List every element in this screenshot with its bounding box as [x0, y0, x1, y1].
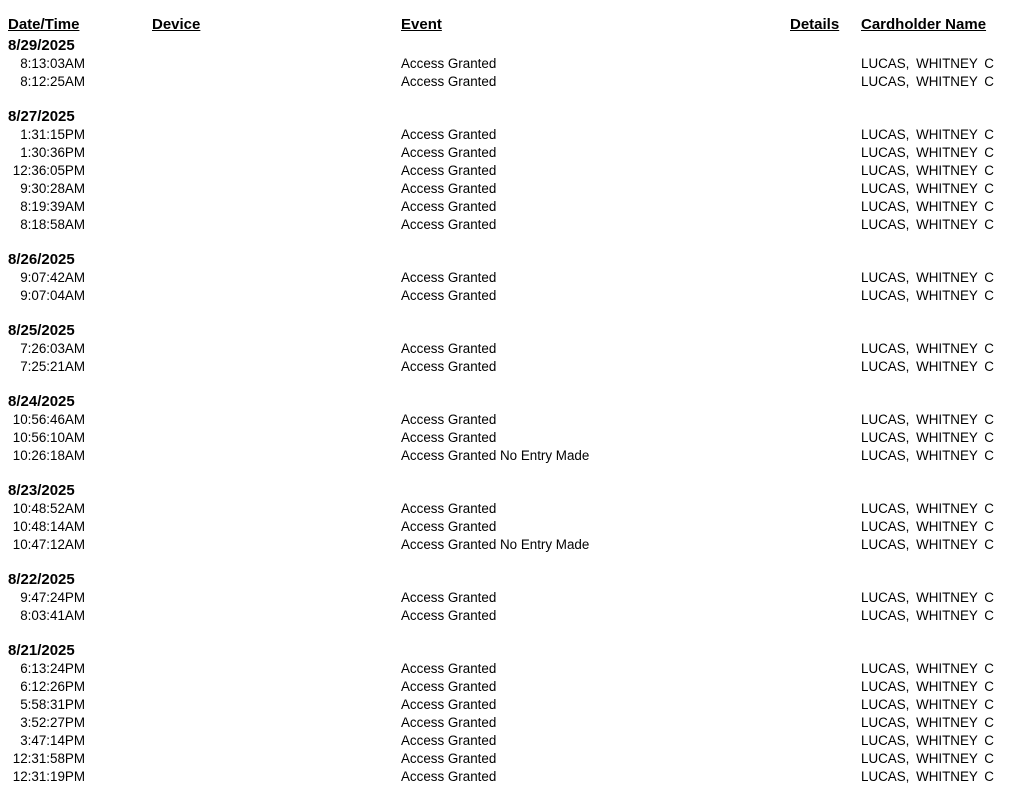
row-cardholder-name: LUCAS, WHITNEY C	[861, 412, 994, 427]
log-row	[0, 55, 1023, 73]
row-time: 9:47:24PM	[20, 590, 85, 605]
date-group	[0, 322, 1023, 393]
date-heading: 8/26/2025	[8, 251, 75, 268]
row-time: 9:07:04AM	[20, 288, 85, 303]
row-event: Access Granted	[401, 501, 497, 516]
log-row	[0, 696, 1023, 714]
log-row	[0, 73, 1023, 91]
row-time: 8:13:03AM	[20, 56, 85, 71]
date-group	[0, 482, 1023, 571]
row-event: Access Granted	[401, 519, 497, 534]
row-event: Access Granted	[401, 359, 497, 374]
row-cardholder-name: LUCAS, WHITNEY C	[861, 590, 994, 605]
row-event: Access Granted	[401, 217, 497, 232]
row-time: 10:48:52AM	[12, 501, 85, 516]
row-event: Access Granted	[401, 733, 497, 748]
log-row	[0, 714, 1023, 732]
row-cardholder-name: LUCAS, WHITNEY C	[861, 519, 994, 534]
row-cardholder-name: LUCAS, WHITNEY C	[861, 127, 994, 142]
log-row	[0, 678, 1023, 696]
row-event: Access Granted	[401, 341, 497, 356]
row-cardholder-name: LUCAS, WHITNEY C	[861, 733, 994, 748]
row-cardholder-name: LUCAS, WHITNEY C	[861, 537, 994, 552]
log-row	[0, 358, 1023, 376]
row-time: 6:12:26PM	[20, 679, 85, 694]
row-event: Access Granted	[401, 181, 497, 196]
group-spacer	[0, 91, 1023, 108]
row-cardholder-name: LUCAS, WHITNEY C	[861, 217, 994, 232]
row-time: 12:31:19PM	[12, 769, 85, 784]
log-row	[0, 518, 1023, 536]
date-group	[0, 37, 1023, 108]
row-event: Access Granted	[401, 270, 497, 285]
row-time: 9:07:42AM	[20, 270, 85, 285]
row-cardholder-name: LUCAS, WHITNEY C	[861, 679, 994, 694]
row-event: Access Granted	[401, 430, 497, 445]
date-heading: 8/24/2025	[8, 393, 75, 410]
row-time: 3:52:27PM	[20, 715, 85, 730]
row-event: Access Granted	[401, 661, 497, 676]
row-event: Access Granted	[401, 715, 497, 730]
row-time: 12:36:05PM	[12, 163, 85, 178]
row-time: 7:25:21AM	[20, 359, 85, 374]
log-row	[0, 126, 1023, 144]
date-heading: 8/21/2025	[8, 642, 75, 659]
row-time: 6:13:24PM	[20, 661, 85, 676]
row-event: Access Granted	[401, 679, 497, 694]
row-cardholder-name: LUCAS, WHITNEY C	[861, 430, 994, 445]
date-group	[0, 108, 1023, 251]
date-heading: 8/23/2025	[8, 482, 75, 499]
group-spacer	[0, 376, 1023, 393]
group-spacer	[0, 305, 1023, 322]
date-group	[0, 251, 1023, 322]
row-event: Access Granted	[401, 590, 497, 605]
row-event: Access Granted No Entry Made	[401, 448, 590, 463]
row-cardholder-name: LUCAS, WHITNEY C	[861, 661, 994, 676]
row-event: Access Granted	[401, 608, 497, 623]
log-row	[0, 768, 1023, 786]
date-group	[0, 571, 1023, 642]
row-event: Access Granted No Entry Made	[401, 537, 590, 552]
row-time: 1:30:36PM	[20, 145, 85, 160]
row-time: 9:30:28AM	[20, 181, 85, 196]
log-row	[0, 198, 1023, 216]
row-cardholder-name: LUCAS, WHITNEY C	[861, 56, 994, 71]
row-cardholder-name: LUCAS, WHITNEY C	[861, 74, 994, 89]
log-row	[0, 429, 1023, 447]
date-heading: 8/29/2025	[8, 37, 75, 54]
row-event: Access Granted	[401, 751, 497, 766]
log-row	[0, 411, 1023, 429]
row-time: 7:26:03AM	[20, 341, 85, 356]
row-cardholder-name: LUCAS, WHITNEY C	[861, 199, 994, 214]
row-cardholder-name: LUCAS, WHITNEY C	[861, 163, 994, 178]
row-event: Access Granted	[401, 769, 497, 784]
group-spacer	[0, 625, 1023, 642]
row-cardholder-name: LUCAS, WHITNEY C	[861, 341, 994, 356]
log-row	[0, 447, 1023, 465]
row-event: Access Granted	[401, 56, 497, 71]
row-event: Access Granted	[401, 163, 497, 178]
log-row	[0, 269, 1023, 287]
row-event: Access Granted	[401, 145, 497, 160]
group-spacer	[0, 234, 1023, 251]
row-cardholder-name: LUCAS, WHITNEY C	[861, 181, 994, 196]
row-time: 10:26:18AM	[12, 448, 85, 463]
row-event: Access Granted	[401, 697, 497, 712]
header-event: Event	[401, 16, 442, 33]
row-cardholder-name: LUCAS, WHITNEY C	[861, 288, 994, 303]
row-event: Access Granted	[401, 412, 497, 427]
row-cardholder-name: LUCAS, WHITNEY C	[861, 697, 994, 712]
row-time: 1:31:15PM	[20, 127, 85, 142]
log-row	[0, 162, 1023, 180]
log-row	[0, 180, 1023, 198]
log-row	[0, 607, 1023, 625]
row-cardholder-name: LUCAS, WHITNEY C	[861, 448, 994, 463]
row-time: 10:47:12AM	[12, 537, 85, 552]
header-cardholder-name: Cardholder Name	[861, 16, 987, 33]
date-heading: 8/25/2025	[8, 322, 75, 339]
row-cardholder-name: LUCAS, WHITNEY C	[861, 751, 994, 766]
log-row	[0, 589, 1023, 607]
row-time: 10:56:10AM	[12, 430, 85, 445]
row-time: 3:47:14PM	[20, 733, 85, 748]
row-time: 8:19:39AM	[20, 199, 85, 214]
log-row	[0, 732, 1023, 750]
group-spacer	[0, 465, 1023, 482]
date-group	[0, 642, 1023, 786]
log-row	[0, 287, 1023, 305]
date-heading: 8/22/2025	[8, 571, 75, 588]
event-log-list	[0, 37, 1023, 786]
log-row	[0, 536, 1023, 554]
header-date-time: Date/Time	[8, 16, 80, 33]
header-details: Details	[790, 16, 840, 33]
row-cardholder-name: LUCAS, WHITNEY C	[861, 270, 994, 285]
row-cardholder-name: LUCAS, WHITNEY C	[861, 145, 994, 160]
log-row	[0, 144, 1023, 162]
log-row	[0, 750, 1023, 768]
row-cardholder-name: LUCAS, WHITNEY C	[861, 769, 994, 784]
row-time: 12:31:58PM	[12, 751, 85, 766]
row-event: Access Granted	[401, 288, 497, 303]
row-time: 5:58:31PM	[20, 697, 85, 712]
row-time: 8:03:41AM	[20, 608, 85, 623]
row-cardholder-name: LUCAS, WHITNEY C	[861, 359, 994, 374]
log-row	[0, 216, 1023, 234]
row-time: 10:48:14AM	[12, 519, 85, 534]
row-time: 8:12:25AM	[20, 74, 85, 89]
row-time: 8:18:58AM	[20, 217, 85, 232]
row-event: Access Granted	[401, 199, 497, 214]
header-device: Device	[152, 16, 201, 33]
log-row	[0, 500, 1023, 518]
row-event: Access Granted	[401, 127, 497, 142]
log-row	[0, 340, 1023, 358]
row-cardholder-name: LUCAS, WHITNEY C	[861, 501, 994, 516]
date-heading: 8/27/2025	[8, 108, 75, 125]
row-time: 10:56:46AM	[12, 412, 85, 427]
row-cardholder-name: LUCAS, WHITNEY C	[861, 608, 994, 623]
log-row	[0, 660, 1023, 678]
date-group	[0, 393, 1023, 482]
row-event: Access Granted	[401, 74, 497, 89]
group-spacer	[0, 554, 1023, 571]
row-cardholder-name: LUCAS, WHITNEY C	[861, 715, 994, 730]
